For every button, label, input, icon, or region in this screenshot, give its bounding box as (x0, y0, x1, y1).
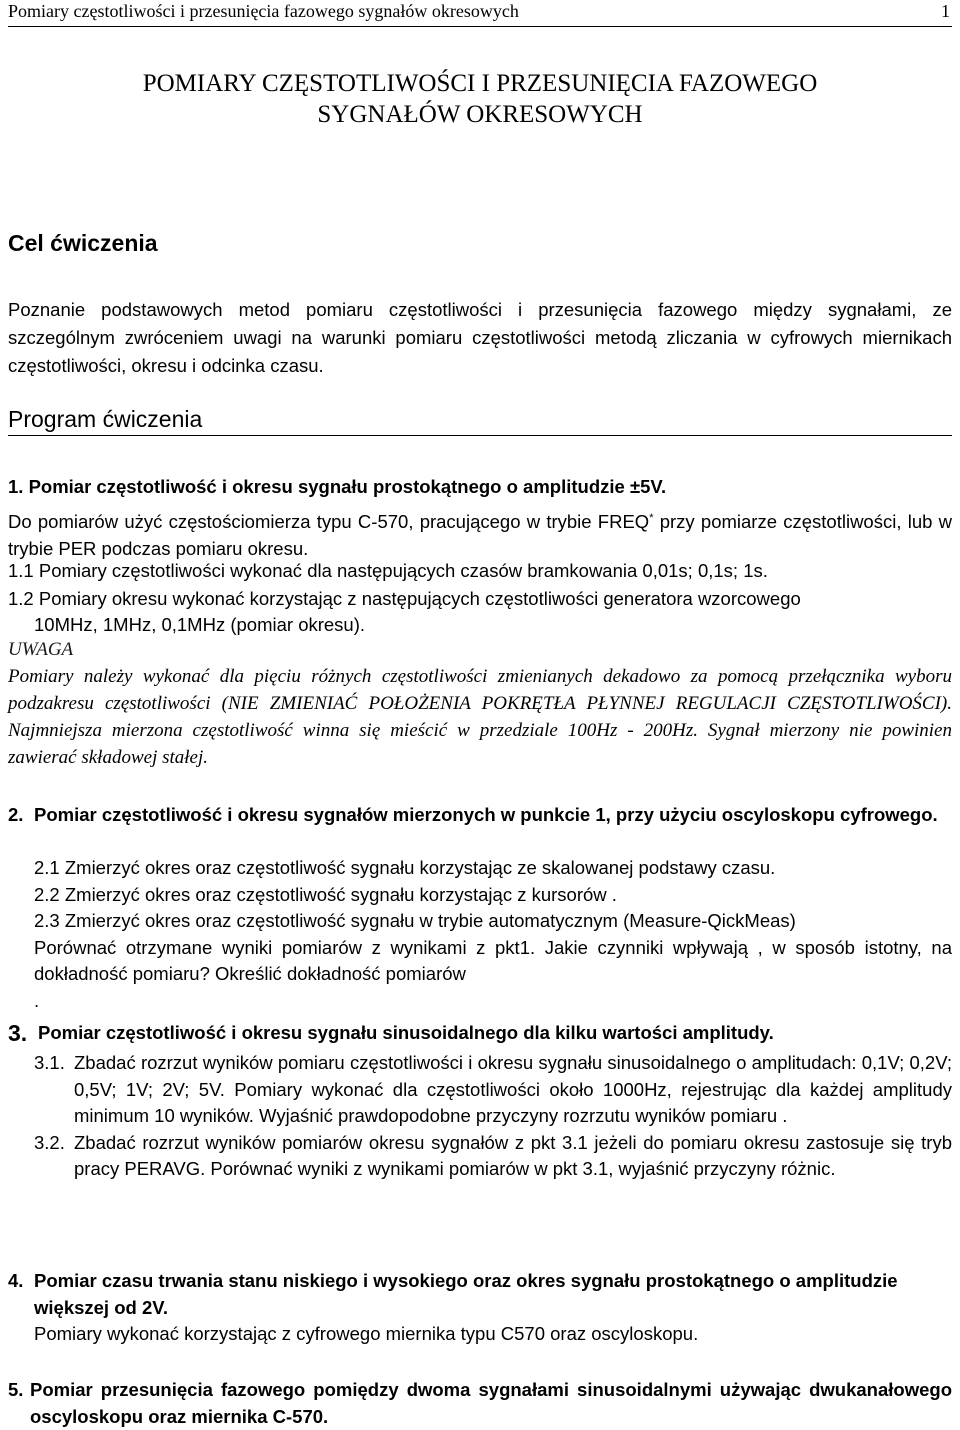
section-1-intro-text-2: przy pomiarze częstotliwości, lub w trybie PER podczas pomiaru okresu. (8, 511, 952, 559)
section-2-dot: . (34, 989, 40, 1011)
item-3-1 (34, 1050, 952, 1130)
section-2-number: 2. (8, 804, 24, 825)
item-2-3-number: 2.3 (34, 910, 60, 931)
warning-note: Pomiary należy wykonać dla pięciu różnych częstotliwości zmienianych dekadowo za pomocą przełącznika wyboru podzakresu częstotliwości (NIE ZMIENIAĆ POŁOŻENIA POKRĘTŁA PŁYNNEJ REGULACJI CZĘSTOTLIWOŚCI). Najmniejsza mierzona częstotliwość winna się mieścić w przedziale 100Hz - 200Hz. Sygnał mierzony nie powinien zawierać składowej stałej. (8, 666, 952, 768)
item-3-2-text: Zbadać rozrzut wyników pomiarów okresu sygnałów z pkt 3.1 jeżeli do pomiaru okresu zastosuje się tryb pracy PERAVG. Porównać wyniki z wynikami pomiarów w pkt 3.1, wyjaśnić przyczyny różnic. (74, 1131, 952, 1179)
item-3-2 (34, 1130, 952, 1183)
item-3-1-text: Zbadać rozrzut wyników pomiaru częstotliwości i okresu sygnału sinusoidalnego o amplitudach: 0,1V; 0,2V; 0,5V; 1V; 2V; 5V. Pomiary wykonać dla częstotliwości około 1000Hz, rejestrując dla każdej amplitudy minimum 10 wyników. Wyjaśnić prawdopodobne przyczyny rozrzutu wyników pomiaru . (74, 1052, 952, 1126)
section-3-number: 3. (8, 1020, 28, 1046)
document-title-line-2: SYGNAŁÓW OKRESOWYCH (317, 101, 643, 128)
item-1-2-number: 1.2 (8, 588, 34, 609)
section-4-title-text: Pomiar czasu trwania stanu niskiego i wysokiego oraz okres sygnału prostokątnego o amplitudzie większej od 2V. (34, 1270, 898, 1318)
section-2-items (34, 855, 952, 1014)
section-5-title-text: Pomiar przesunięcia fazowego pomiędzy dwoma sygnałami sinusoidalnymi używając dwukanałowego oscyloskopu oraz miernika C-570. (30, 1379, 952, 1427)
goal-heading: Cel ćwiczenia (8, 230, 158, 256)
page-number: 1 (941, 1, 950, 21)
item-2-1 (34, 855, 952, 882)
page-header (8, 0, 952, 27)
item-3-1-number: 3.1. (34, 1052, 65, 1073)
item-1-1 (8, 558, 952, 585)
section-2-title-text: Pomiar częstotliwość i okresu sygnałów mierzonych w punkcie 1, przy użyciu oscyloskopu cyfrowego. (34, 804, 938, 825)
section-1-intro-text: Do pomiarów użyć częstościomierza typu C-570, pracującego w trybie FREQ (8, 511, 650, 533)
section-4-text: Pomiary wykonać korzystając z cyfrowego miernika typu C570 oraz oscyloskopu. (34, 1323, 699, 1344)
goal-text: Poznanie podstawowych metod pomiaru częstotliwości i przesunięcia fazowego między sygnałami, ze szczególnym zwróceniem uwagi na warunki pomiaru częstotliwości metodą zliczania w cyfrowych miernikach częstotliwości, okresu i odcinka czasu. (8, 299, 952, 376)
item-2-2 (34, 882, 952, 909)
section-1-title: 1. Pomiar częstotliwość i okresu sygnału prostokątnego o amplitudzie ±5V. (8, 476, 667, 497)
item-1-2-continuation: 10MHz, 1MHz, 0,1MHz (pomiar okresu). (34, 614, 366, 635)
section-5-title (8, 1377, 952, 1430)
item-2-1-text: Zmierzyć okres oraz częstotliwość sygnału korzystając ze skalowanej podstawy czasu. (59, 857, 776, 878)
item-2-2-text: Zmierzyć okres oraz częstotliwość sygnału korzystając z kursorów . (59, 883, 617, 905)
section-3-title (8, 1020, 952, 1047)
header-title: Pomiary częstotliwości i przesunięcia fazowego sygnałów okresowych (8, 1, 519, 21)
item-2-2-number: 2.2 (34, 883, 60, 905)
section-2-title (8, 802, 952, 829)
item-1-1-number: 1.1 (8, 560, 34, 581)
section-4-number: 4. (8, 1270, 24, 1291)
item-1-1-text: Pomiary częstotliwości wykonać dla następujących czasów bramkowania 0,01s; 0,1s; 1s. (38, 560, 768, 581)
section-3-title-text: Pomiar częstotliwość i okresu sygnału sinusoidalnego dla kilku wartości amplitudy. (38, 1022, 774, 1043)
section-1-intro (8, 505, 952, 562)
section-2-followup: Porównać otrzymane wyniki pomiarów z wynikami z pkt1. Jakie czynniki wpływają , w sposób istotny, na dokładność pomiaru? Określić dokładność pomiarów (34, 936, 952, 984)
warning-label: UWAGA (8, 639, 74, 660)
item-2-3-text: Zmierzyć okres oraz częstotliwość sygnału w trybie automatycznym (Measure-QickMeas) (59, 910, 796, 931)
item-3-2-number: 3.2. (34, 1131, 65, 1153)
document-title-line-1: POMIARY CZĘSTOTLIWOŚCI I PRZESUNIĘCIA FAZOWEGO (142, 70, 818, 97)
item-1-2 (8, 586, 952, 613)
program-heading: Program ćwiczenia (8, 406, 952, 436)
footnote-marker: * (649, 512, 654, 524)
section-3-items (34, 1050, 952, 1183)
document-title (8, 68, 952, 130)
section-4-title (8, 1268, 952, 1321)
item-1-2-text: Pomiary okresu wykonać korzystając z następujących częstotliwości generatora wzorcowego (38, 588, 801, 609)
item-2-1-number: 2.1 (34, 857, 60, 878)
item-2-3 (34, 908, 952, 935)
section-5-number: 5. (8, 1379, 24, 1400)
